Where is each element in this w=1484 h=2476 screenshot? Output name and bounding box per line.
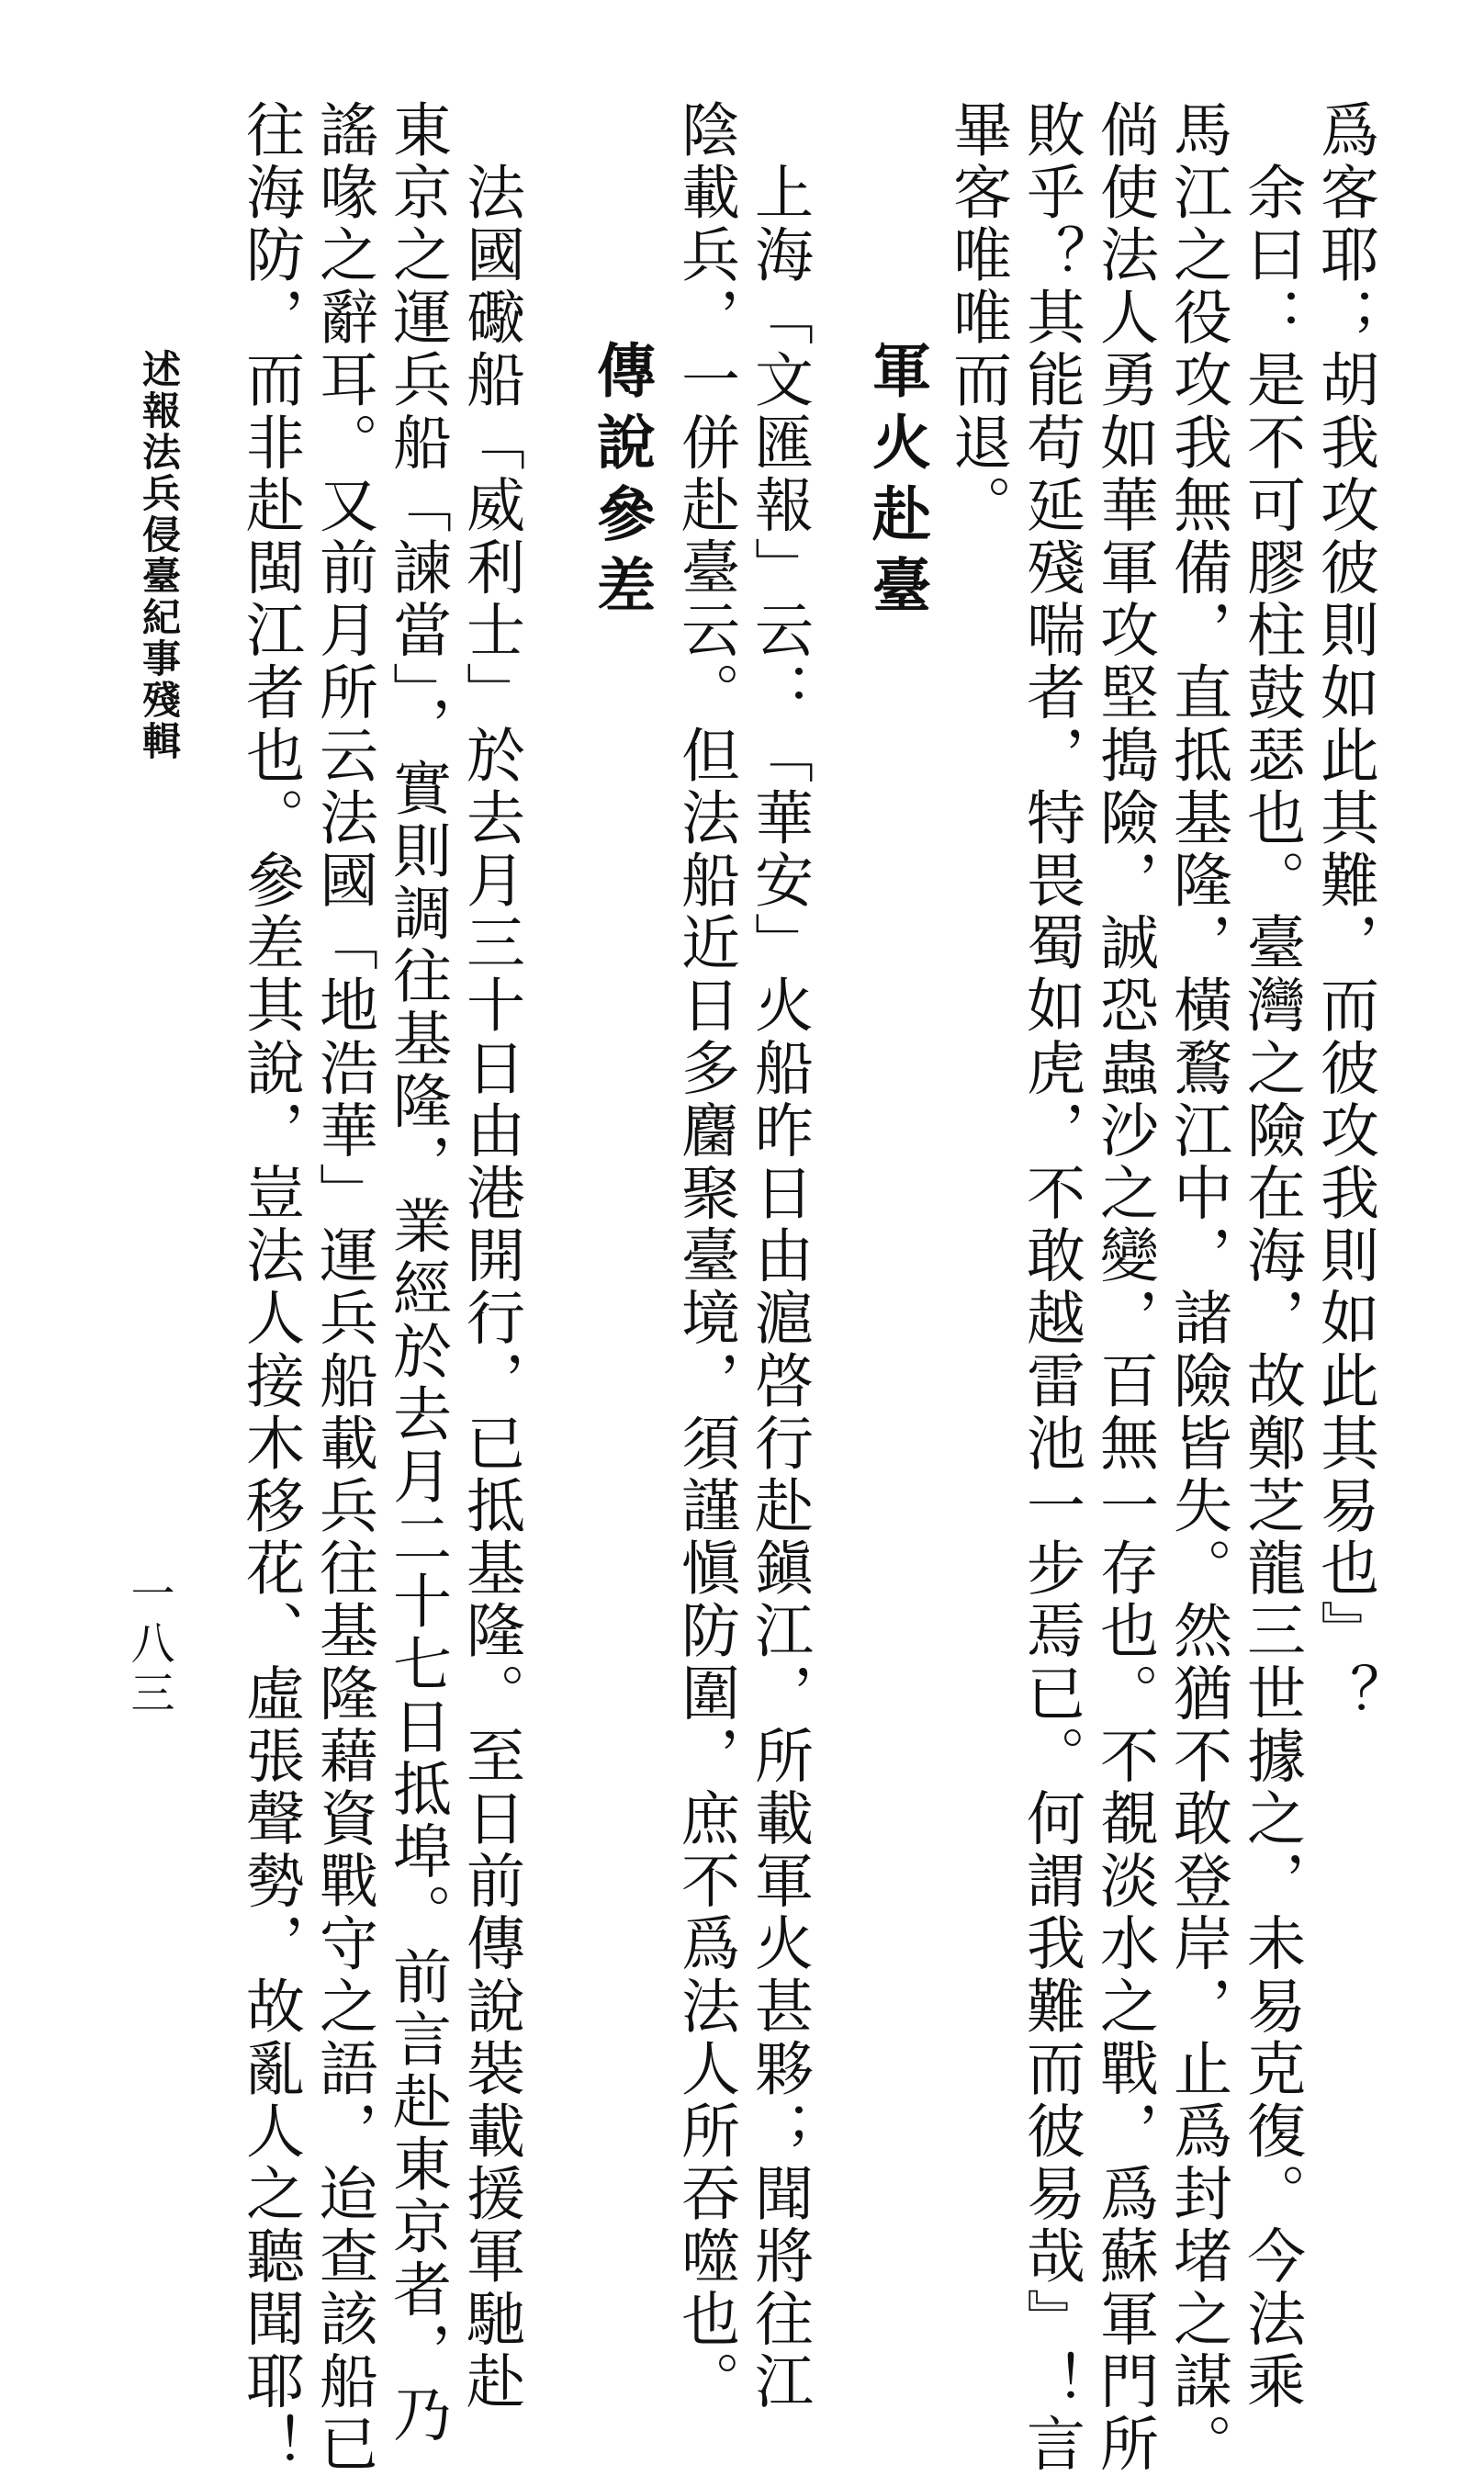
section-1-column-2: 陰載兵，一併赴臺云。但法船近日多麕聚臺境，須謹愼防圍，庶不爲法人所吞噬也。	[671, 99, 739, 2414]
section-heading-2: 傳說參差	[587, 340, 655, 626]
text-column-3: 馬江之役攻我無備，直抵基隆，橫鶩江中，諸險皆失。然猶不敢登岸，止爲封堵之謀。	[1164, 99, 1231, 2476]
text-column-1: 爲客耶；胡我攻彼則如此其難，而彼攻我則如此其易也』？	[1310, 99, 1378, 1726]
section-heading-1: 軍火赴臺	[862, 340, 930, 626]
page-number: 一八三	[123, 1570, 174, 1719]
section-1-column-1: 上海「文匯報」云：「華安」火船昨日由滬啓行赴鎭江，所載軍火甚夥；聞將往江	[745, 99, 813, 2414]
text-column-6: 畢客唯唯而退。	[943, 99, 1011, 537]
text-column-2: 余曰：是不可膠柱鼓瑟也。臺灣之險在海，故鄭芝龍三世據之，未易克復。今法乘	[1237, 99, 1305, 2414]
running-title: 述報法兵侵臺紀事殘輯	[137, 349, 182, 762]
section-2-column-1: 法國礮船「威利士」於去月三十日由港開行，已抵基隆。至日前傳說裝載援軍馳赴	[456, 99, 524, 2414]
section-2-column-4: 往海防，而非赴閩江者也。參差其說，豈法人接木移花、虛張聲勢，故亂人之聽聞耶！	[236, 99, 304, 2476]
text-column-4: 倘使法人勇如華軍攻堅搗險，誠恐蟲沙之變，百無一存也。不覩淡水之戰，爲蘇軍門所	[1090, 99, 1158, 2476]
text-column-5: 敗乎？其能苟延殘喘者，特畏蜀如虎，不敢越雷池一步焉已。何謂我難而彼易哉』！言	[1017, 99, 1085, 2476]
section-2-column-2: 東京之運兵船「諫當」，實則調往基隆，業經於去月二十七日抵埠。前言赴東京者，乃	[383, 99, 451, 2447]
section-2-column-3: 謠喙之辭耳。又前月所云法國「地浩華」運兵船載兵往基隆藉資戰守之語，迨查該船已	[309, 99, 377, 2476]
